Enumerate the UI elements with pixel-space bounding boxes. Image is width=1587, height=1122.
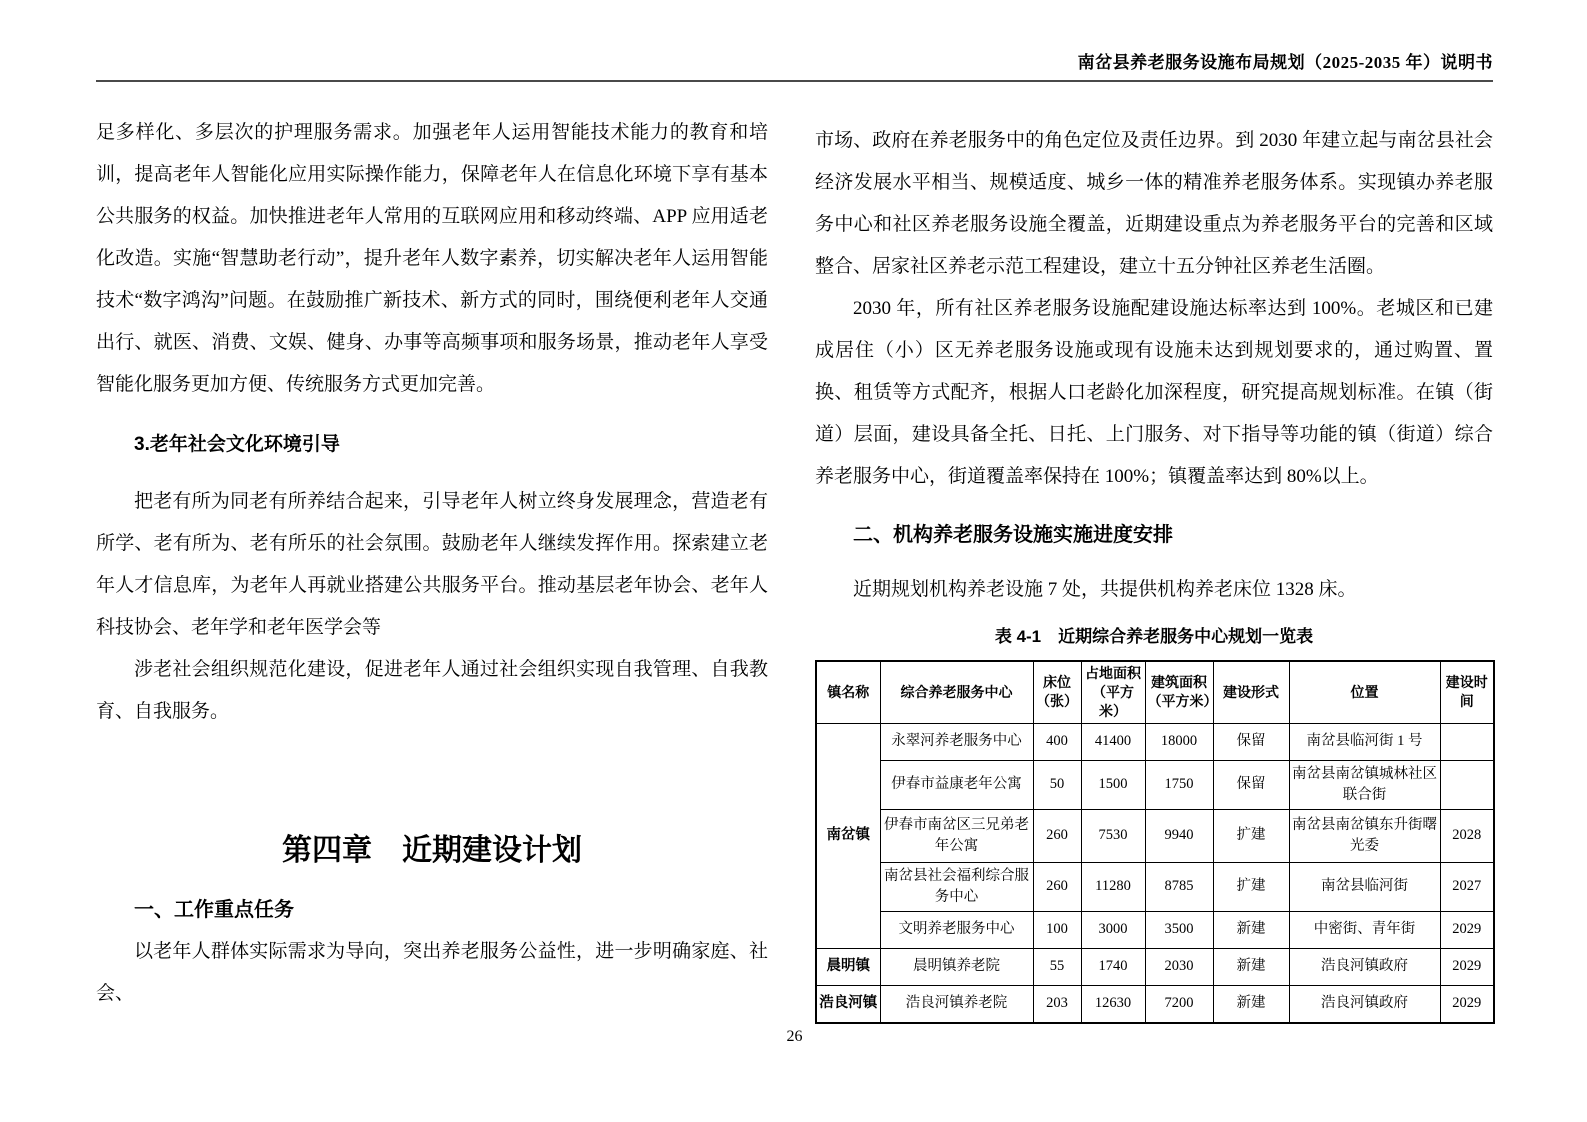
paragraph: 涉老社会组织规范化建设，促进老年人通过社会组织实现自我管理、自我教育、自我服务。 [96, 659, 768, 722]
table-header-cell: 综合养老服务中心 [880, 661, 1033, 723]
table-caption: 表 4-1 近期综合养老服务中心规划一览表 [994, 627, 1314, 646]
table-cell-land-area: 3000 [1081, 911, 1145, 948]
table-cell-location: 南岔县临河街 1 号 [1289, 723, 1440, 760]
table-cell-land-area: 41400 [1081, 723, 1145, 760]
table-head [816, 661, 1494, 723]
subsection-heading: 3.老年社会文化环境引导 [134, 434, 340, 455]
table-header-cell: 建筑面积（平方米） [1145, 661, 1213, 723]
table-cell-build-form: 扩建 [1213, 809, 1289, 862]
table-cell-name: 浩良河镇养老院 [880, 985, 1033, 1023]
table-cell-name: 文明养老服务中心 [880, 911, 1033, 948]
table-header-cell: 床位（张） [1033, 661, 1081, 723]
town-cell: 浩良河镇 [816, 985, 880, 1023]
table-row [816, 723, 1494, 760]
table-cell-beds: 100 [1033, 911, 1081, 948]
header-divider [96, 80, 1493, 82]
table-row [816, 985, 1494, 1023]
paragraph: 近期规划机构养老设施 7 处，共提供机构养老床位 1328 床。 [853, 579, 1357, 600]
table-cell-floor-area: 3500 [1145, 911, 1213, 948]
table-cell-build-time: 2029 [1440, 911, 1494, 948]
table-cell-location: 浩良河镇政府 [1289, 948, 1440, 985]
table-row [816, 760, 1494, 809]
table-cell-build-form: 保留 [1213, 760, 1289, 809]
table-cell-beds: 260 [1033, 862, 1081, 911]
paragraph: 把老有所为同老有所养结合起来，引导老年人树立终身发展理念，营造老有所学、老有所为、老有所乐的社会氛围。鼓励老年人继续发挥作用。探索建立老年人才信息库，为老年人再就业搭建公共服务平台。推动基层老年协会、老年人科技协会、老年学和老年医学会等 [96, 491, 768, 638]
table-cell-name: 伊春市南岔区三兄弟老年公寓 [880, 809, 1033, 862]
table-cell-build-time: 2028 [1440, 809, 1494, 862]
table-row [816, 948, 1494, 985]
table-cell-land-area: 12630 [1081, 985, 1145, 1023]
page-header-title: 南岔县养老服务设施布局规划（2025-2035 年）说明书 [1077, 53, 1493, 72]
table-cell-beds: 50 [1033, 760, 1081, 809]
table-cell-build-time [1440, 760, 1494, 809]
table-cell-land-area: 1740 [1081, 948, 1145, 985]
table-cell-build-form: 扩建 [1213, 862, 1289, 911]
table-cell-name: 南岔县社会福利综合服务中心 [880, 862, 1033, 911]
table-cell-floor-area: 18000 [1145, 723, 1213, 760]
table-cell-build-form: 新建 [1213, 911, 1289, 948]
table-cell-build-time: 2029 [1440, 985, 1494, 1023]
section-heading: 一、工作重点任务 [134, 899, 294, 921]
table-cell-build-time [1440, 723, 1494, 760]
table-header-cell: 建设形式 [1213, 661, 1289, 723]
table-cell-land-area: 7530 [1081, 809, 1145, 862]
table-cell-name: 永翠河养老服务中心 [880, 723, 1033, 760]
table-header-cell: 位置 [1289, 661, 1440, 723]
table-row [816, 862, 1494, 911]
table-cell-land-area: 1500 [1081, 760, 1145, 809]
table-cell-floor-area: 2030 [1145, 948, 1213, 985]
planning-table [815, 660, 1495, 1024]
table-cell-location: 南岔县南岔镇东升街曙光委 [1289, 809, 1440, 862]
table-cell-beds: 203 [1033, 985, 1081, 1023]
page-number: 26 [786, 1028, 803, 1045]
table-header-row [816, 661, 1494, 723]
table-cell-location: 南岔县临河街 [1289, 862, 1440, 911]
paragraph: 足多样化、多层次的护理服务需求。加强老年人运用智能技术能力的教育和培训，提高老年人智能化应用实际操作能力，保障老年人在信息化环境下享有基本公共服务的权益。加快推进老年人常用的互联网应用和移动终端、APP 应用适老化改造。实施“智慧助老行动”，提升老年人数字素养，切实解决老年人运用智能技术“数字鸿沟”问题。在鼓励推广新技术、新方式的同时，围绕便利老年人交通出行、就医、消费、文娱、健身、办事等高频事项和服务场景，推动老年人享受智能化服务更加方便、传统服务方式更加完善。 [96, 122, 768, 395]
table-cell-name: 晨明镇养老院 [880, 948, 1033, 985]
table-cell-location: 南岔县南岔镇城林社区联合街 [1289, 760, 1440, 809]
table-header-cell: 占地面积（平方米） [1081, 661, 1145, 723]
section-heading: 二、机构养老服务设施实施进度安排 [853, 524, 1173, 546]
town-cell: 南岔镇 [816, 723, 880, 948]
paragraph: 市场、政府在养老服务中的角色定位及责任边界。到 2030 年建立起与南岔县社会经济发展水平相当、规模适度、城乡一体的精准养老服务体系。实现镇办养老服务中心和社区养老服务设施全覆盖，近期建设重点为养老服务平台的完善和区域整合、居家社区养老示范工程建设，建立十五分钟社区养老生活圈。 [815, 130, 1493, 277]
table-cell-build-time: 2029 [1440, 948, 1494, 985]
table-cell-floor-area: 7200 [1145, 985, 1213, 1023]
table-body [816, 723, 1494, 1023]
table-cell-beds: 260 [1033, 809, 1081, 862]
table-cell-build-form: 保留 [1213, 723, 1289, 760]
table-cell-floor-area: 9940 [1145, 809, 1213, 862]
table-cell-floor-area: 8785 [1145, 862, 1213, 911]
table-cell-beds: 55 [1033, 948, 1081, 985]
table-row [816, 809, 1494, 862]
paragraph: 2030 年，所有社区养老服务设施配建设施达标率达到 100%。老城区和已建成居住（小）区无养老服务设施或现有设施未达到规划要求的，通过购置、置换、租赁等方式配齐，根据人口老龄化加深程度，研究提高规划标准。在镇（街道）层面，建设具备全托、日托、上门服务、对下指导等功能的镇（街道）综合养老服务中心，街道覆盖率保持在 100%；镇覆盖率达到 80%以上。 [815, 298, 1493, 487]
left-column [96, 112, 768, 1015]
chapter-title: 第四章 近期建设计划 [282, 834, 582, 867]
table-cell-beds: 400 [1033, 723, 1081, 760]
table-cell-name: 伊春市益康老年公寓 [880, 760, 1033, 809]
right-column [815, 120, 1493, 1024]
table-cell-land-area: 11280 [1081, 862, 1145, 911]
town-cell: 晨明镇 [816, 948, 880, 985]
table-cell-build-form: 新建 [1213, 948, 1289, 985]
table-header-cell: 建设时间 [1440, 661, 1494, 723]
table-header-cell: 镇名称 [816, 661, 880, 723]
paragraph: 以老年人群体实际需求为导向，突出养老服务公益性，进一步明确家庭、社会、 [96, 941, 768, 1004]
table-cell-build-time: 2027 [1440, 862, 1494, 911]
table-cell-floor-area: 1750 [1145, 760, 1213, 809]
table-row [816, 911, 1494, 948]
table-cell-location: 中密街、青年街 [1289, 911, 1440, 948]
table-cell-location: 浩良河镇政府 [1289, 985, 1440, 1023]
table-cell-build-form: 新建 [1213, 985, 1289, 1023]
